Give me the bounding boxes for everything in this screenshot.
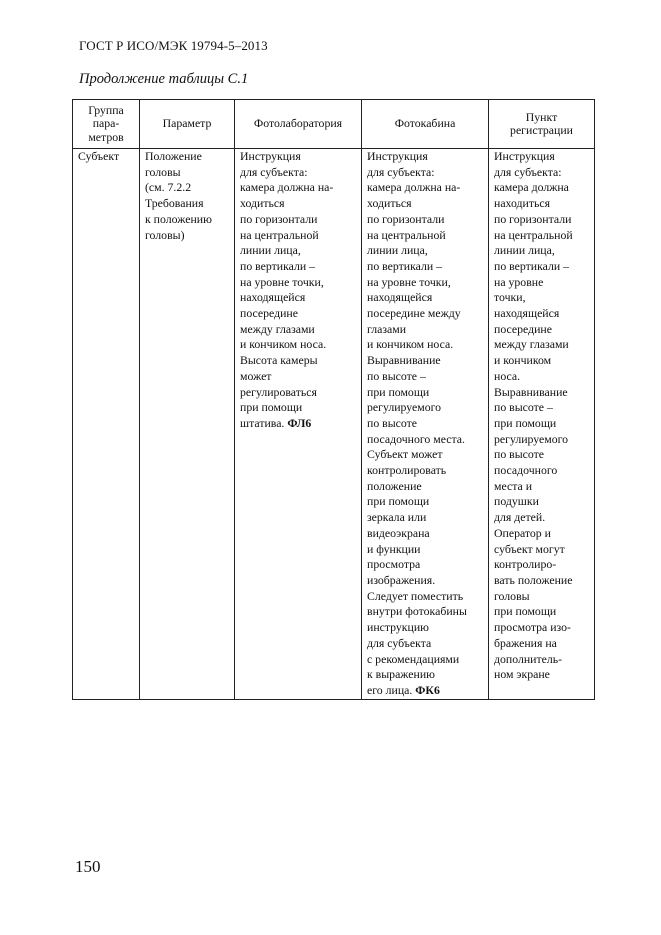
cell-text-line: головы: [494, 588, 530, 603]
cell-text-line: вать положение: [494, 572, 573, 587]
cell-text-line: по вертикали –: [494, 258, 570, 273]
header-parameter: [140, 100, 235, 149]
cell-text-line: к выражению: [367, 667, 435, 682]
cell-text-line: при помощи: [367, 494, 430, 509]
cell-text-line: находящейся: [240, 290, 306, 305]
table-caption: Продолжение таблицы С.1: [79, 71, 249, 87]
cell-text-line: при помощи: [494, 604, 557, 619]
cell-text-line: между глазами: [240, 321, 315, 336]
cell-text-line: Требования: [145, 196, 204, 211]
parameters-table: [72, 99, 595, 700]
cell-text-line: с рекомендациями: [367, 651, 460, 666]
cell-text-line: внутри фотокабины: [367, 604, 467, 619]
requirement-code: ФЛ6: [287, 415, 312, 430]
cell-text-line: (см. 7.2.2: [145, 180, 192, 195]
cell-text-line: Инструкция: [494, 149, 555, 163]
cell-text-line: находящейся: [494, 306, 560, 321]
header-text-line: пара-: [92, 116, 120, 131]
cell-text-line: находящейся: [367, 290, 433, 305]
cell-text-line: по высоте –: [494, 400, 553, 415]
header-text-line: Параметр: [162, 116, 212, 131]
cell-text-line: глазами: [367, 321, 407, 336]
cell-text-line: для субъекта:: [367, 164, 435, 179]
cell-text-line: Выравнивание: [367, 353, 441, 368]
cell-text-line: и функции: [367, 541, 421, 556]
cell-text-line: просмотра изо-: [494, 620, 571, 635]
table-header-row: [73, 100, 595, 149]
cell-photo-lab: [235, 149, 362, 700]
cell-photo-booth: [362, 149, 489, 700]
header-registration-point: [489, 100, 595, 149]
header-text-line: Фотокабина: [394, 116, 456, 131]
page-number: 150: [75, 857, 101, 876]
cell-text-line: и кончиком: [494, 353, 552, 368]
cell-text-line: места и: [494, 478, 533, 493]
cell-text-line: находиться: [494, 196, 551, 211]
header-text-line: Фотолаборатория: [253, 116, 343, 131]
cell-text-line: камера должна на-: [367, 180, 461, 195]
cell-text-line: по вертикали –: [367, 258, 443, 273]
cell-text-line: изображения.: [367, 572, 436, 587]
cell-text-line: ходиться: [240, 196, 285, 211]
cell-text-line: для субъекта:: [240, 164, 308, 179]
cell-text-line: по горизонтали: [367, 211, 445, 226]
header-text-line: Пункт: [525, 109, 558, 124]
cell-text-line: просмотра: [367, 557, 421, 572]
cell-text-line: к положению: [145, 211, 212, 226]
cell-text-line: при помощи: [240, 400, 303, 415]
cell-text-line: дополнитель-: [494, 651, 563, 666]
cell-text-line: положение: [367, 478, 422, 493]
cell-text-line: по горизонтали: [240, 211, 318, 226]
cell-text-line: на уровне точки,: [367, 274, 451, 289]
cell-text-line: линии лица,: [494, 243, 555, 258]
cell-text-line: по высоте: [494, 447, 545, 462]
requirement-code: ФК6: [415, 682, 440, 697]
cell-text-line: субъект могут: [494, 541, 565, 556]
cell-text-line: Оператор и: [494, 525, 551, 540]
cell-text-line: на центральной: [240, 227, 319, 242]
cell-text-line: на центральной: [367, 227, 446, 242]
cell-text-line: головы: [145, 164, 181, 179]
cell-text-line: регулируемого: [367, 400, 442, 415]
cell-text-line: бражения на: [494, 635, 557, 650]
cell-text-line: по высоте –: [367, 368, 426, 383]
cell-text-line: Инструкция: [240, 149, 301, 163]
cell-text-line: носа.: [494, 368, 521, 383]
document-standard-header: ГОСТ Р ИСО/МЭК 19794-5–2013: [79, 38, 268, 53]
header-text-line: метров: [88, 129, 124, 144]
cell-text-line: Высота камеры: [240, 353, 318, 368]
cell-text-line: по горизонтали: [494, 211, 572, 226]
cell-text-line: камера должна на-: [240, 180, 334, 195]
cell-text-line: Положение: [145, 149, 202, 163]
cell-text-line: регулироваться: [240, 384, 317, 399]
cell-text-line: Субъект: [78, 149, 120, 163]
cell-text-line: для детей.: [494, 510, 546, 525]
cell-text-line: видеоэкрана: [367, 525, 430, 540]
cell-text-line: посередине: [494, 321, 552, 336]
cell-text-line: подушки: [494, 494, 539, 509]
cell-text-line: может: [240, 368, 272, 383]
cell-text-line: Выравнивание: [494, 384, 568, 399]
cell-text-line: головы): [145, 227, 185, 242]
cell-text-line: инструкцию: [367, 620, 429, 635]
cell-text-line: между глазами: [494, 337, 569, 352]
cell-text-line: и кончиком носа.: [240, 337, 327, 352]
cell-text-line: линии лица,: [240, 243, 301, 258]
header-photo-lab: [235, 100, 362, 149]
cell-text-line: линии лица,: [367, 243, 428, 258]
cell-text-line: посередине: [240, 306, 298, 321]
header-photo-booth: [362, 100, 489, 149]
cell-text-line: ном экране: [494, 667, 550, 682]
cell-text-line: штатива. ФЛ6: [240, 415, 312, 430]
header-text-line: регистрации: [510, 123, 573, 137]
cell-text-line: ходиться: [367, 196, 412, 211]
cell-text-line: посадочного: [494, 463, 558, 478]
cell-text-line: для субъекта: [367, 635, 432, 650]
cell-text-line: при помощи: [494, 415, 557, 430]
cell-text-line: на уровне точки,: [240, 274, 324, 289]
cell-text-line: Инструкция: [367, 149, 428, 163]
cell-text-line: контролировать: [367, 463, 447, 478]
cell-text-line: при помощи: [367, 384, 430, 399]
cell-text-line: для субъекта:: [494, 164, 562, 179]
cell-text-line: Субъект может: [367, 447, 443, 462]
cell-text-line: посадочного места.: [367, 431, 465, 446]
cell-text-line: регулируемого: [494, 431, 569, 446]
cell-text-line: по вертикали –: [240, 258, 316, 273]
cell-group: [73, 149, 140, 700]
header-parameter-group: [73, 100, 140, 149]
header-text-line: Группа: [88, 102, 124, 117]
cell-text-line: на уровне: [494, 274, 544, 289]
cell-parameter: [140, 149, 235, 700]
cell-text-line: контролиро-: [494, 557, 557, 572]
cell-text-line: камера должна: [494, 180, 569, 195]
table-row: [73, 149, 595, 700]
cell-text-line: зеркала или: [367, 510, 427, 525]
cell-text-line: точки,: [494, 290, 526, 305]
cell-text-line: его лица. ФК6: [367, 682, 440, 697]
cell-text-line: и кончиком носа.: [367, 337, 454, 352]
cell-text-line: Следует поместить: [367, 588, 464, 603]
cell-text-line: на центральной: [494, 227, 573, 242]
cell-text-line: по высоте: [367, 415, 418, 430]
cell-text-line: посередине между: [367, 306, 461, 321]
cell-registration-point: [489, 149, 595, 700]
